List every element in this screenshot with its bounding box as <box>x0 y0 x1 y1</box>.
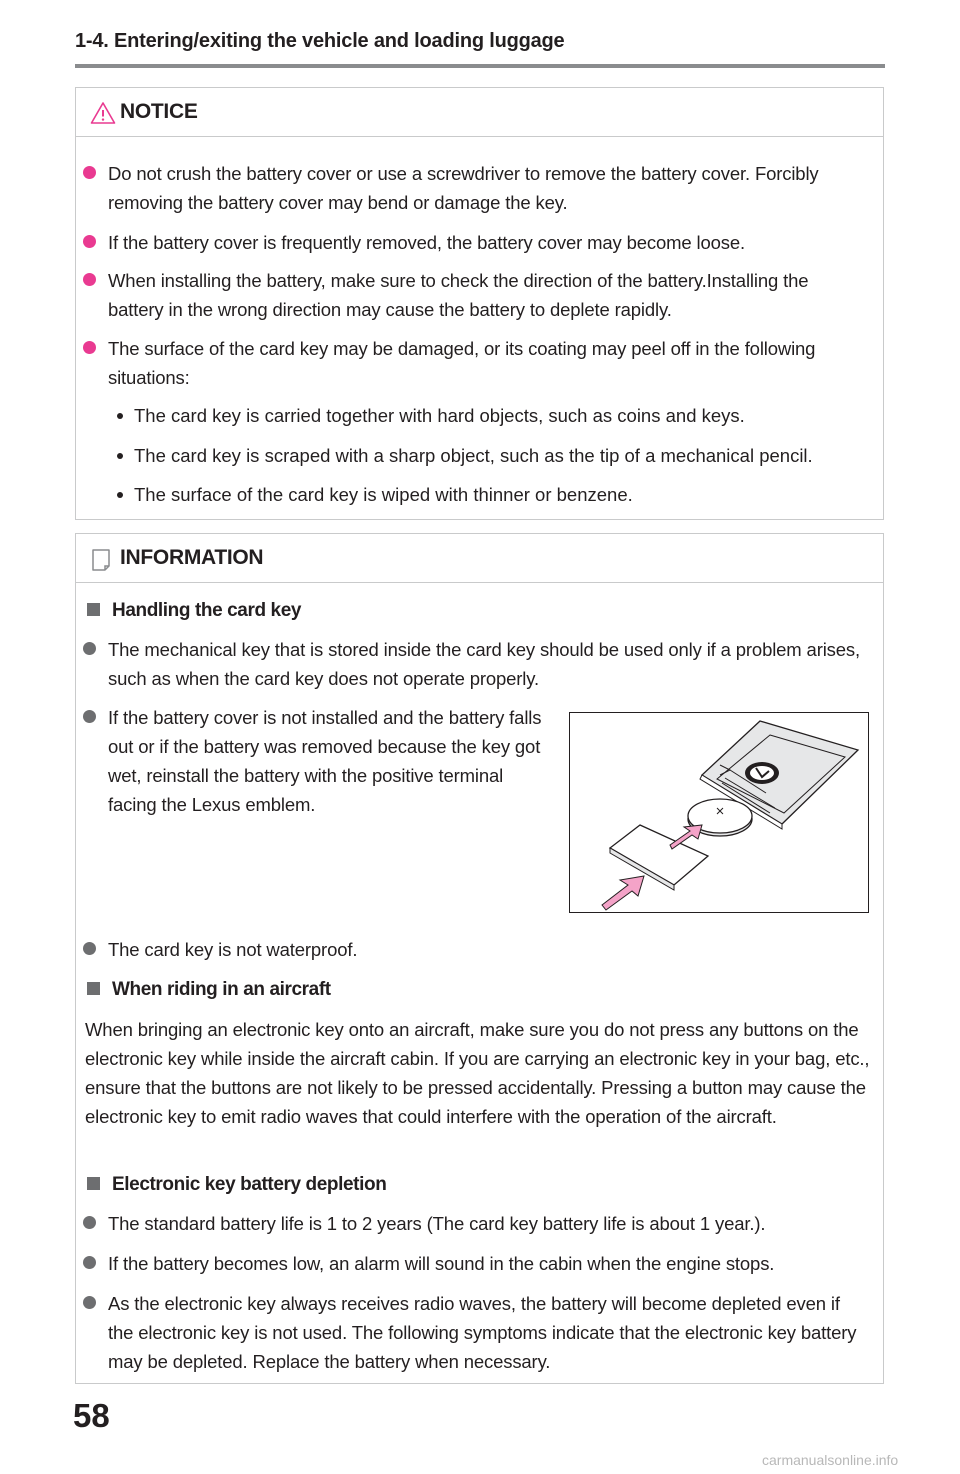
card-key-illustration <box>570 713 868 912</box>
lexus-emblem-icon <box>745 762 779 784</box>
information-header <box>76 534 883 583</box>
notice-bullet: When installing the battery, make sure to check the direction of the battery.Installing the battery in the wrong direction may cause the battery to deplete rapidly. <box>108 266 868 324</box>
notice-bullet: If the battery cover is frequently removed, the battery cover may become loose. <box>108 228 868 257</box>
information-box <box>75 533 884 1384</box>
bullet-icon <box>83 341 96 354</box>
section-title: Electronic key battery depletion <box>112 1170 386 1199</box>
bullet-icon <box>83 942 96 955</box>
info-paragraph: When bringing an electronic key onto an aircraft, make sure you do not press any buttons on the electronic key while inside the aircraft cabin. If you are carrying an electronic key in your bag, etc., ensure that the buttons are not likely to be pressed accidentally. Pressing a button may cause the electronic key to emit radio waves that could interfere with the operation of the aircraft. <box>85 1019 870 1127</box>
warning-triangle-icon <box>90 101 116 125</box>
info-notepad-icon <box>90 547 112 573</box>
insert-arrow-icon <box>602 876 644 910</box>
info-bullet: The mechanical key that is stored inside the card key should be used only if a problem arises, such as when the card key does not operate properly. <box>108 635 868 693</box>
bullet-icon <box>83 235 96 248</box>
section-square-icon <box>87 603 100 616</box>
information-title: INFORMATION <box>120 546 264 569</box>
bullet-icon <box>83 1296 96 1309</box>
notice-header <box>76 88 883 137</box>
notice-bullet: The surface of the card key may be damaged, or its coating may peel off in the following situations: <box>108 334 868 392</box>
header-rule <box>75 64 885 68</box>
notice-box <box>75 87 884 520</box>
notice-sub-item: The card key is carried together with hard objects, such as coins and keys. <box>134 401 874 430</box>
info-bullet: If the battery cover is not installed and the battery falls out or if the battery was removed because the key got wet, reinstall the battery with the positive terminal facing the Lexus emblem. <box>108 703 548 819</box>
section-title: Handling the card key <box>112 596 301 625</box>
bullet-icon <box>83 710 96 723</box>
sub-bullet-icon <box>117 492 123 498</box>
sub-bullet-icon <box>117 453 123 459</box>
info-bullet: If the battery becomes low, an alarm will sound in the cabin when the engine stops. <box>108 1249 868 1278</box>
bullet-icon <box>83 1256 96 1269</box>
bullet-icon <box>83 166 96 179</box>
bullet-icon <box>83 273 96 286</box>
info-bullet: The standard battery life is 1 to 2 years (The card key battery life is about 1 year.). <box>108 1209 868 1238</box>
page-number: 58 <box>73 1397 110 1434</box>
notice-title: NOTICE <box>120 100 198 123</box>
bullet-icon <box>83 1216 96 1229</box>
section-square-icon <box>87 1177 100 1190</box>
section-header: 1-4. Entering/exiting the vehicle and loading luggage <box>75 30 565 52</box>
notice-sub-item: The surface of the card key is wiped with thinner or benzene. <box>134 480 874 509</box>
bullet-icon <box>83 642 96 655</box>
card-key-figure <box>569 712 869 913</box>
notice-bullet: Do not crush the battery cover or use a screwdriver to remove the battery cover. Forcibly removing the battery cover may bend or damage the key. <box>108 159 868 217</box>
sub-bullet-icon <box>117 413 123 419</box>
section-square-icon <box>87 982 100 995</box>
info-bullet: The card key is not waterproof. <box>108 935 868 964</box>
section-title: When riding in an aircraft <box>112 975 331 1004</box>
info-bullet: As the electronic key always receives radio waves, the battery will become depleted even if the electronic key is not used. The following symptoms indicate that the electronic key battery may be depleted. Replace the battery when necessary. <box>108 1289 868 1376</box>
notice-sub-item: The card key is scraped with a sharp object, such as the tip of a mechanical pencil. <box>134 441 874 470</box>
watermark: carmanualsonline.info <box>762 1452 899 1468</box>
